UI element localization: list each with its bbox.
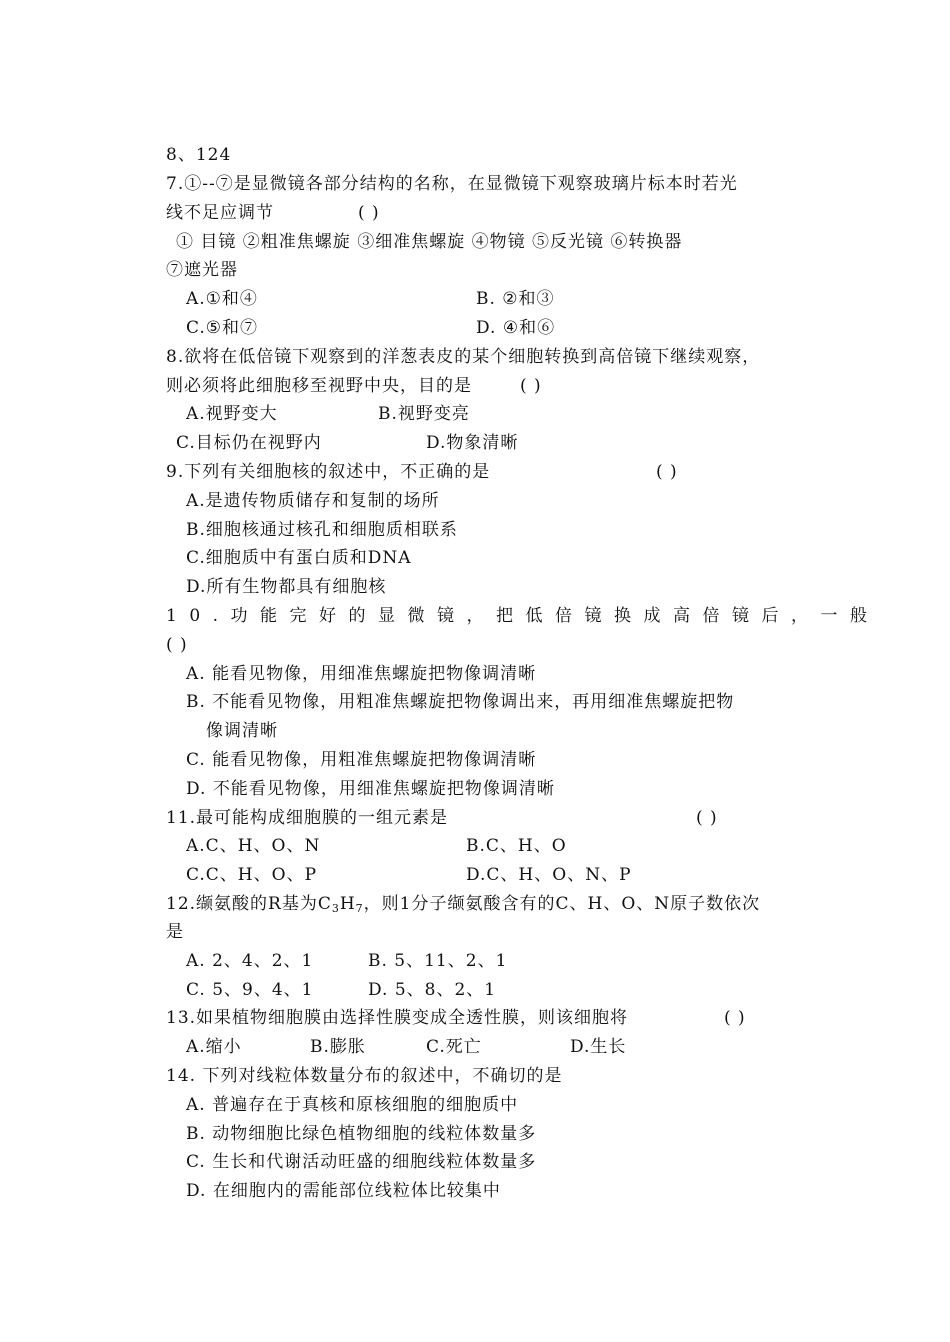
q12-option-c: C. 5、9、4、1 (186, 980, 314, 1000)
q12-stem-line1 (166, 892, 760, 921)
q14-option-a: A. 普遍存在于真核和原核细胞的细胞质中 (186, 1095, 519, 1115)
q7-items-line2: ⑦遮光器 (166, 260, 238, 280)
q7-option-b: B. ②和③ (476, 289, 555, 309)
q8-option-a: A.视野变大 (186, 404, 278, 424)
q12-option-d: D. 5、8、2、1 (368, 980, 497, 1000)
q12-stem-pre: 12.缬氨酸的R基为C (166, 894, 332, 914)
q12-subscript-h: 7 (355, 902, 364, 915)
q12-stem-mid: H (339, 894, 356, 914)
q13-option-c: C.死亡 (426, 1037, 482, 1057)
q14-option-c: C. 生长和代谢活动旺盛的细胞线粒体数量多 (186, 1152, 537, 1172)
q10-answer-paren: ( ) (166, 635, 188, 655)
q12-option-a: A. 2、4、2、1 (186, 951, 314, 971)
q8-option-d: D.物象清晰 (426, 433, 519, 453)
q10-option-d: D. 不能看见物像，用细准焦螺旋把物像调清晰 (186, 779, 555, 799)
q7-stem-line2: 线不足应调节 (166, 203, 274, 223)
q11-stem: 11.最可能构成细胞膜的一组元素是 (166, 808, 449, 828)
q12-option-b: B. 5、11、2、1 (368, 951, 508, 971)
q8-answer-paren: ( ) (520, 376, 542, 396)
q10-stem: 10.功能完好的显微镜，把低倍镜换成高倍镜后，一般 (166, 606, 880, 626)
q14-stem: 14. 下列对线粒体数量分布的叙述中，不确切的是 (166, 1066, 563, 1086)
q14-option-b: B. 动物细胞比绿色植物细胞的线粒体数量多 (186, 1124, 537, 1144)
q9-answer-paren: ( ) (656, 462, 678, 482)
q8-stem-line1: 8.欲将在低倍镜下观察到的洋葱表皮的某个细胞转换到高倍镜下继续观察， (166, 347, 761, 367)
q13-option-a: A.缩小 (186, 1037, 242, 1057)
q9-stem: 9.下列有关细胞核的叙述中，不正确的是 (166, 462, 491, 482)
q12-subscript-c: 3 (331, 902, 340, 915)
q8-stem-line2: 则必须将此细胞移至视野中央，目的是 (166, 376, 472, 396)
q10-option-a: A. 能看见物像，用细准焦螺旋把物像调清晰 (186, 664, 537, 684)
q8-option-b: B.视野变亮 (378, 404, 470, 424)
top-note: 8、124 (166, 145, 232, 165)
q7-option-a: A.①和④ (186, 289, 258, 309)
q11-option-b: B.C、H、O (466, 836, 567, 856)
q12-stem-post: ，则1分子缬氨酸含有的C、H、O、N原子数依次 (363, 894, 761, 914)
q11-option-c: C.C、H、O、P (186, 865, 318, 885)
q7-option-c: C.⑤和⑦ (186, 318, 259, 338)
q9-option-a: A.是遗传物质储存和复制的场所 (186, 491, 440, 511)
q8-option-c: C.目标仍在视野内 (176, 433, 322, 453)
q10-option-b-line1: B. 不能看见物像，用粗准焦螺旋把物像调出来，再用细准焦螺旋把物 (186, 692, 735, 712)
q13-option-d: D.生长 (570, 1037, 627, 1057)
q14-option-d: D. 在细胞内的需能部位线粒体比较集中 (186, 1181, 501, 1201)
q13-stem: 13.如果植物细胞膜由选择性膜变成全透性膜，则该细胞将 (166, 1008, 629, 1028)
q9-option-b: B.细胞核通过核孔和细胞质相联系 (186, 520, 458, 540)
q11-option-d: D.C、H、O、N、P (466, 865, 632, 885)
q13-answer-paren: ( ) (724, 1008, 746, 1028)
q9-option-d: D.所有生物都具有细胞核 (186, 577, 387, 597)
q7-items-line1: ① 目镜 ②粗准焦螺旋 ③细准焦螺旋 ④物镜 ⑤反光镜 ⑥转换器 (176, 232, 683, 252)
q10-option-b-line2: 像调清晰 (206, 721, 278, 741)
q11-answer-paren: ( ) (696, 808, 718, 828)
q7-answer-paren: ( ) (358, 203, 380, 223)
q7-option-d: D. ④和⑥ (476, 318, 556, 338)
q11-option-a: A.C、H、O、N (186, 836, 321, 856)
q13-option-b: B.膨胀 (310, 1037, 366, 1057)
q7-stem-line1: 7.①--⑦是显微镜各部分结构的名称，在显微镜下观察玻璃片标本时若光 (166, 174, 738, 194)
q12-stem-line2: 是 (166, 922, 184, 942)
q10-option-c: C. 能看见物像，用粗准焦螺旋把物像调清晰 (186, 750, 537, 770)
q9-option-c: C.细胞质中有蛋白质和DNA (186, 548, 412, 568)
